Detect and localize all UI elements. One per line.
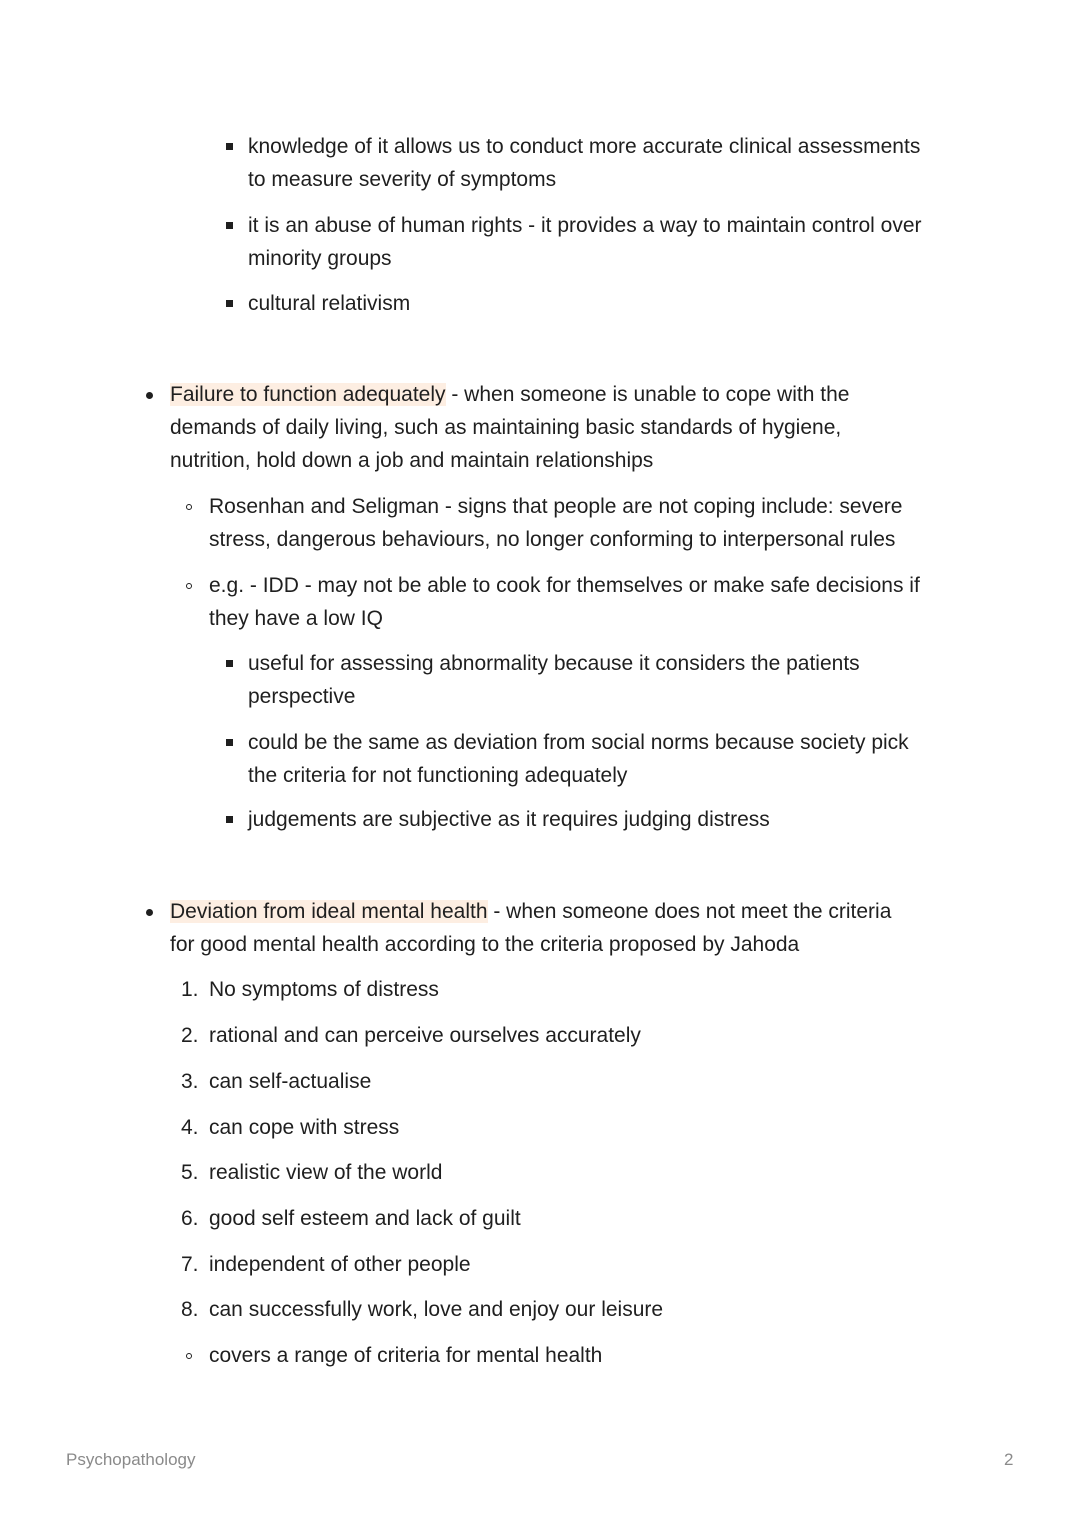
eval-line: it is an abuse of human rights - it provides a way to maintain control over <box>248 214 922 237</box>
criteria-number: 2. <box>181 1024 199 1047</box>
criteria-number: 3. <box>181 1070 199 1093</box>
failure-line: nutrition, hold down a job and maintain relationships <box>170 449 654 472</box>
deviation-term: Deviation from ideal mental health <box>170 900 488 923</box>
deviation-heading-line <box>170 895 891 928</box>
criteria-item: good self esteem and lack of guilt <box>209 1207 521 1230</box>
circle-bullet-icon <box>186 1353 192 1359</box>
criteria-number: 5. <box>181 1161 199 1184</box>
criteria-number: 7. <box>181 1253 199 1276</box>
deviation-line: for good mental health according to the criteria proposed by Jahoda <box>170 933 800 956</box>
sub-point-line: stress, dangerous behaviours, no longer conforming to interpersonal rules <box>209 528 896 551</box>
eval-line: the criteria for not functioning adequately <box>248 764 628 787</box>
criteria-number: 8. <box>181 1298 199 1321</box>
failure-line: demands of daily living, such as maintaining basic standards of hygiene, <box>170 416 842 439</box>
eval-line: knowledge of it allows us to conduct more accurate clinical assessments <box>248 135 921 158</box>
eval-line: cultural relativism <box>248 292 411 315</box>
eval-line: perspective <box>248 685 356 708</box>
circle-bullet-icon <box>186 583 192 589</box>
bullet-dot-icon <box>146 909 153 916</box>
criteria-item: rational and can perceive ourselves accurately <box>209 1024 641 1047</box>
sub-point-line: e.g. - IDD - may not be able to cook for themselves or make safe decisions if <box>209 574 920 597</box>
circle-bullet-icon <box>186 504 192 510</box>
criteria-item: No symptoms of distress <box>209 978 439 1001</box>
eval-line: useful for assessing abnormality because it considers the patients <box>248 652 860 675</box>
eval-line: minority groups <box>248 247 392 270</box>
square-bullet-icon <box>226 660 233 667</box>
eval-line: to measure severity of symptoms <box>248 168 557 191</box>
criteria-number: 1. <box>181 978 199 1001</box>
criteria-item: can successfully work, love and enjoy our leisure <box>209 1298 664 1321</box>
eval-line: judgements are subjective as it requires judging distress <box>248 808 770 831</box>
square-bullet-icon <box>226 739 233 746</box>
deviation-definition: - when someone does not meet the criteria <box>487 900 892 923</box>
criteria-number: 4. <box>181 1116 199 1139</box>
sub-point-line: they have a low IQ <box>209 607 383 630</box>
criteria-item: independent of other people <box>209 1253 471 1276</box>
page-number: 2 <box>1004 1450 1014 1469</box>
criteria-item: can cope with stress <box>209 1116 400 1139</box>
failure-term: Failure to function adequately <box>170 383 446 406</box>
square-bullet-icon <box>226 816 233 823</box>
bullet-dot-icon <box>146 392 153 399</box>
failure-heading-line <box>170 378 849 411</box>
sub-point-line: Rosenhan and Seligman - signs that people are not coping include: severe <box>209 495 903 518</box>
footer-title: Psychopathology <box>66 1450 196 1469</box>
square-bullet-icon <box>226 222 233 229</box>
eval-line: could be the same as deviation from social norms because society pick <box>248 731 909 754</box>
criteria-number: 6. <box>181 1207 199 1230</box>
failure-definition: - when someone is unable to cope with the <box>445 383 850 406</box>
square-bullet-icon <box>226 300 233 307</box>
criteria-item: realistic view of the world <box>209 1161 443 1184</box>
criteria-item: can self-actualise <box>209 1070 372 1093</box>
square-bullet-icon <box>226 143 233 150</box>
sub-point-line: covers a range of criteria for mental health <box>209 1344 603 1367</box>
